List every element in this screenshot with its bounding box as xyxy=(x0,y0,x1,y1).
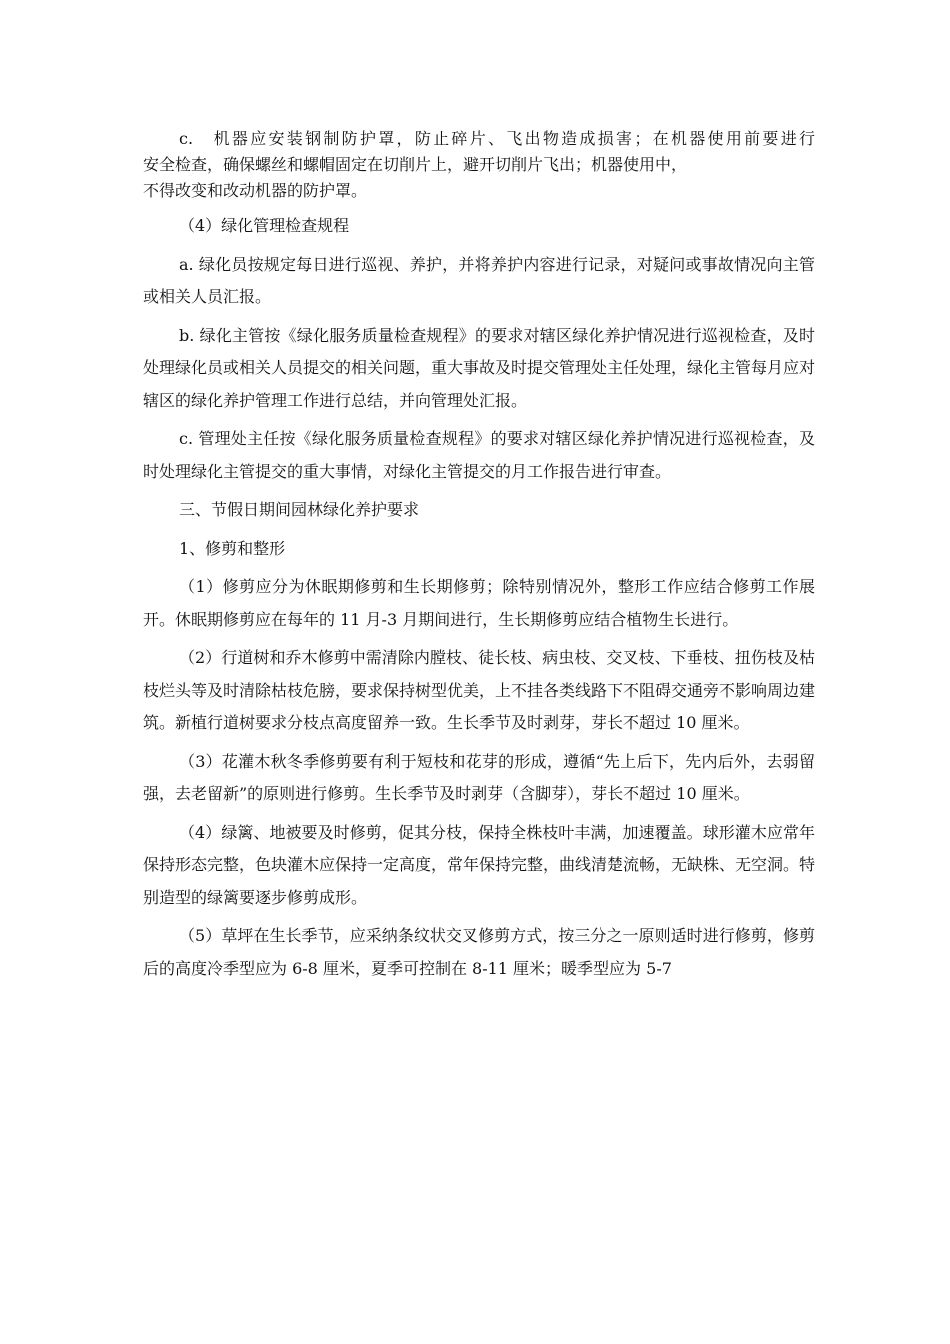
heading-4-green-management-inspection: （4）绿化管理检查规程 xyxy=(179,216,350,235)
paragraph-machine-guard xyxy=(143,126,815,204)
machine-guard-line-2: 安全检查，确保螺丝和螺帽固定在切削片上，避开切削片飞出；机器使用中， xyxy=(143,155,688,174)
item-2-street-trees: （2）行道树和乔木修剪中需清除内膛枝、徒长枝、病虫枝、交叉枝、下垂枝、扭伤枝及枯枝烂头等及时清除枯枝危膀，要求保持树型优美，上不挂各类线路下不阻碍交通旁不影响周边建筑。新植行道树要求分枝点高度留养一致。生长季节及时剥芽，芽长不超过 10 厘米。 xyxy=(143,648,816,732)
paragraph-b-greening-supervisor: b. 绿化主管按《绿化服务质量检查规程》的要求对辖区绿化养护情况进行巡视检查，及时处理绿化员或相关人员提交的相关问题，重大事故及时提交管理处主任处理，绿化主管每月应对辖区的绿化养护管理工作进行总结，并向管理处汇报。 xyxy=(143,325,816,410)
document-body xyxy=(143,120,815,985)
item-4-hedges: （4）绿篱、地被要及时修剪，促其分枝，保持全株枝叶丰满，加速覆盖。球形灌木应常年保持形态完整，色块灌木应保持一定高度，常年保持完整，曲线清楚流畅，无缺株、无空洞。特别造型的绿篱要逐步修剪成形。 xyxy=(143,822,816,907)
item-3-flowering-shrubs: （3）花灌木秋冬季修剪要有利于短枝和花芽的形成，遵循“先上后下，先内后外，去弱留强，去老留新”的原则进行修剪。生长季节及时剥芽（含脚芽），芽长不超过 10 厘米。 xyxy=(143,751,815,803)
machine-guard-line-1: c. 机器应安装钢制防护罩，防止碎片、飞出物造成损害；在机器使用前要进行 xyxy=(179,129,815,148)
machine-guard-line-3: 不得改变和改动机器的防护罩。 xyxy=(143,181,368,200)
paragraph-a-greening-staff: a. 绿化员按规定每日进行巡视、养护，并将养护内容进行记录，对疑问或事故情况向主管或相关人员汇报。 xyxy=(143,254,815,306)
item-5-lawn: （5）草坪在生长季节，应采纳条纹状交叉修剪方式，按三分之一原则适时进行修剪，修剪后的高度冷季型应为 6-8 厘米，夏季可控制在 8-11 厘米；暖季型应为 5-7 xyxy=(143,926,815,978)
item-1-pruning-periods: （1）修剪应分为休眠期修剪和生长期修剪；除特别情况外，整形工作应结合修剪工作展开。休眠期修剪应在每年的 11 月-3 月期间进行，生长期修剪应结合植物生长进行。 xyxy=(143,577,815,629)
section-3-heading: 三、节假日期间园林绿化养护要求 xyxy=(179,500,420,519)
subsection-1-pruning: 1、修剪和整形 xyxy=(179,538,286,558)
paragraph-c-office-director: c. 管理处主任按《绿化服务质量检查规程》的要求对辖区绿化养护情况进行巡视检查，及时处理绿化主管提交的重大事情，对绿化主管提交的月工作报告进行审查。 xyxy=(143,429,815,481)
